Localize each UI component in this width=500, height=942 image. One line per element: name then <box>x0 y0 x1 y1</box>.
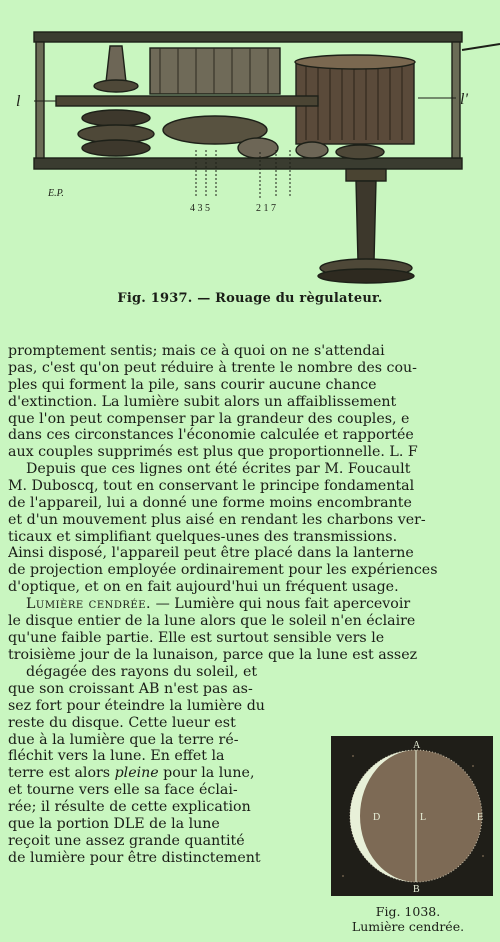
figure-1937-title: — Rouage du règulateur. <box>197 291 383 306</box>
top-plate <box>34 32 462 42</box>
text-line: que la portion DLE de la lune <box>8 816 220 833</box>
text-line: M. Duboscq, tout en conservant le principe fondamental <box>8 477 415 494</box>
figure-1938-caption <box>323 904 493 934</box>
text-line: dégagée des rayons du soleil, et <box>26 664 258 680</box>
text-line: et d'un mouvement plus aisé en rendant les charbons ver- <box>8 511 426 528</box>
artist-mark: E.P. <box>48 188 64 199</box>
emphasis: pleine <box>114 765 159 782</box>
figure-1937-label: Fig. 1937. <box>117 291 193 306</box>
regulator-drawing <box>0 0 500 290</box>
figure-1938-title: Lumière cendrée. <box>351 919 465 934</box>
ashen-light-figure <box>323 736 493 896</box>
text-line: le disque entier de la lune alors que le soleil n'en éclaire <box>8 612 416 629</box>
text-line: qu'une faible partie. Elle est surtout sensible vers le <box>8 629 385 646</box>
text-line: due à la lumière que la terre ré- <box>8 731 239 748</box>
text-line: que l'on peut compenser par la grandeur des couples, e <box>8 410 410 427</box>
main-gear-bar <box>56 96 318 106</box>
text-line: ticaux et simplifiant quelques-unes des transmissions. <box>8 528 398 545</box>
drive-rod <box>462 44 500 50</box>
right-post <box>452 42 460 158</box>
left-cone <box>106 46 126 82</box>
entry-headword: Lumière cendrée. <box>26 596 152 612</box>
text-line: Depuis que ces lignes ont été écrites par M. Foucault <box>26 461 411 477</box>
text-line: de projection employée ordinairement pour les expériences <box>8 562 438 579</box>
text-line: de l'appareil, lui a donné une forme moins encombrante <box>8 494 412 511</box>
text-line: aux couples supprimés est plus que proportionnelle. L. F <box>8 444 418 461</box>
stand-column <box>356 181 376 262</box>
text-line: d'optique, et on en fait aujourd'hui un fréquent usage. <box>8 579 399 596</box>
paragraph-3 <box>8 596 500 664</box>
text-line: dans ces circonstances l'économie calculée et rapportée <box>8 427 414 444</box>
text-line: d'extinction. La lumière subit alors un affaiblissement <box>8 393 397 410</box>
bottom-plate <box>34 158 462 169</box>
paragraph-1 <box>8 343 500 461</box>
label-e: E <box>477 812 484 823</box>
label-b: B <box>413 884 420 895</box>
text-line: reste du disque. Cette lueur est <box>8 714 236 731</box>
stand-collar <box>346 169 386 181</box>
entry-lead: — Lumière qui nous fait apercevoir <box>155 596 411 612</box>
regulator-engraving <box>0 0 500 290</box>
figure-1937-caption <box>0 291 500 306</box>
text-line: ples qui forment la pile, sans courir aucune chance <box>8 376 377 393</box>
paragraph-2 <box>8 461 500 596</box>
text-line: terre est alors pleine pour la lune, <box>8 765 255 782</box>
label-l-moon: L <box>420 812 427 823</box>
figure-1938-label: Fig. 1038. <box>375 904 441 919</box>
text-line: pas, c'est qu'on peut réduire à trente le nombre des cou- <box>8 359 417 376</box>
gear-cluster <box>150 48 280 94</box>
text-line: fléchit vers la lune. En effet la <box>8 748 225 765</box>
text-line: de lumière pour être distinctement <box>8 849 261 866</box>
paragraph-3-narrow <box>8 664 320 867</box>
wheel-numbers-right: 2 1 7 <box>256 203 276 214</box>
text-line: troisième jour de la lunaison, parce que la lune est assez <box>8 646 418 663</box>
entry-first-line <box>8 596 500 613</box>
text-line: rée; il résulte de cette explication <box>8 799 251 816</box>
left-post <box>36 42 44 158</box>
text-line: reçoit une assez grande quantité <box>8 832 245 849</box>
text-line: et tourne vers elle sa face éclai- <box>8 782 238 799</box>
text-line: promptement sentis; mais ce à quoi on ne s'attendai <box>8 343 385 359</box>
text-line: que son croissant AB n'est pas as- <box>8 680 253 697</box>
moon-drawing <box>323 736 493 896</box>
label-l: l <box>16 93 21 110</box>
text-line: sez fort pour éteindre la lumière du <box>8 697 265 714</box>
label-d: D <box>373 812 381 823</box>
label-l-prime: l' <box>460 91 468 108</box>
text-line: Ainsi disposé, l'appareil peut être placé dans la lanterne <box>8 545 414 562</box>
label-a: A <box>413 740 421 751</box>
wheel-numbers-left: 4 3 5 <box>190 203 210 214</box>
